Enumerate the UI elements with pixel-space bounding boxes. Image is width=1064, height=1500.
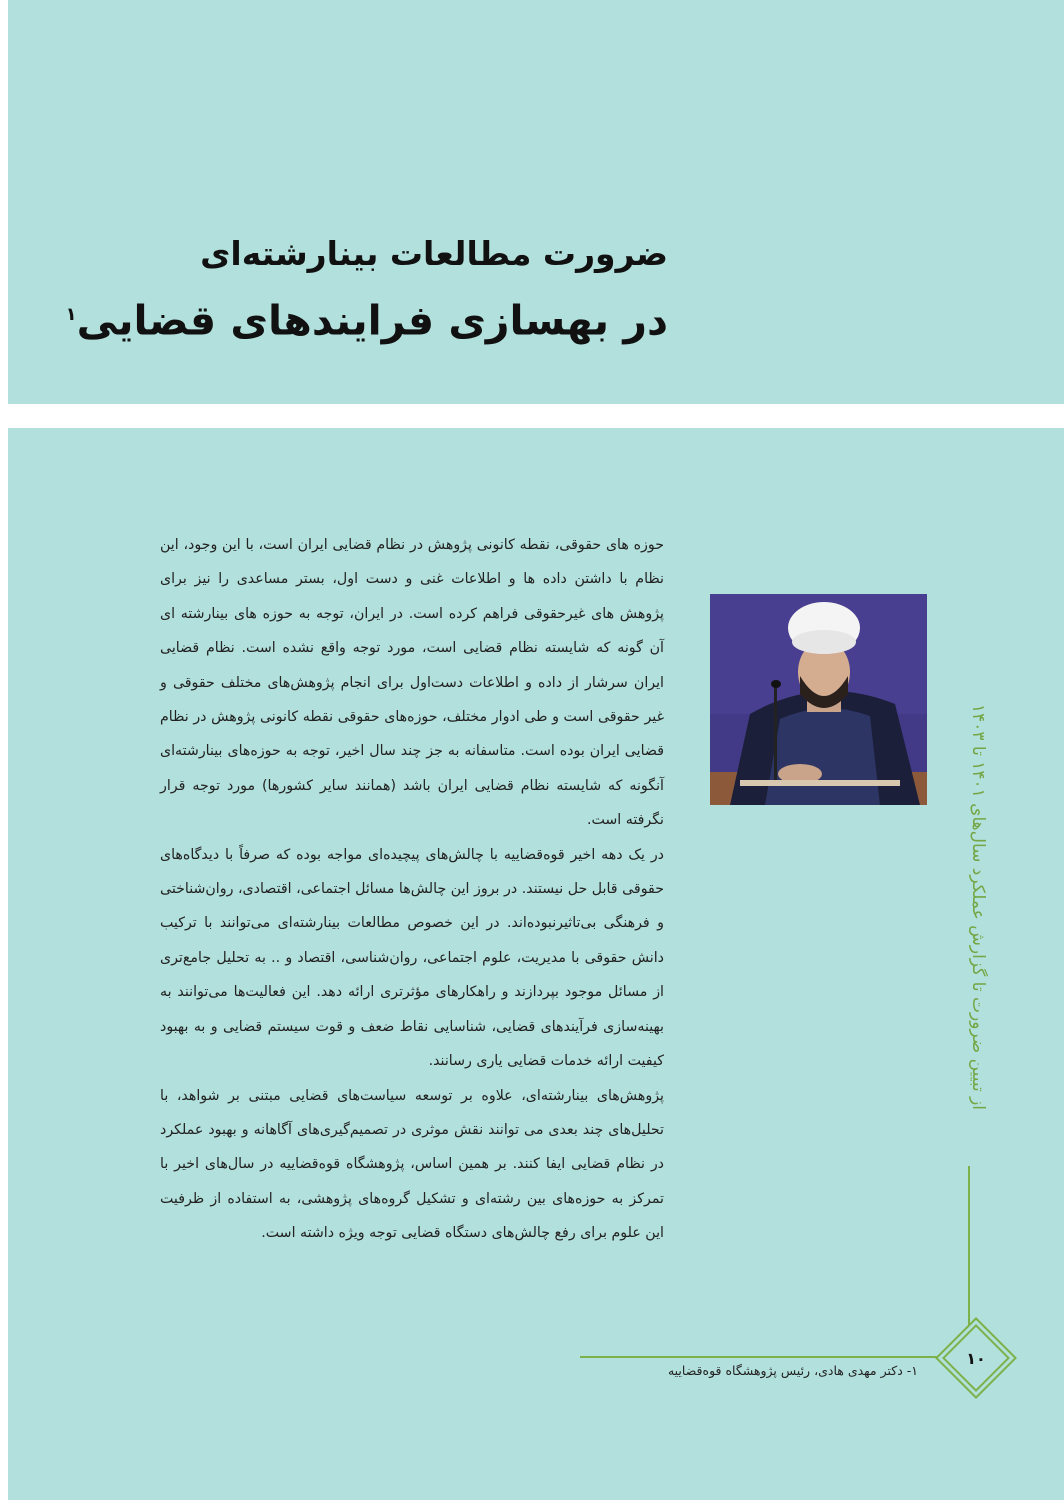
white-band xyxy=(8,404,1064,428)
side-running-title-text: از تبیین ضرورت تا گزارش عملکرد سال‌های ۱۴۰۱ تا ۱۴۰۳ xyxy=(968,703,989,1111)
title-footnote-marker: ۱ xyxy=(65,304,77,325)
side-running-title xyxy=(938,672,1018,1142)
author-photo xyxy=(710,594,927,805)
title-line-2 xyxy=(65,286,668,350)
side-divider-line xyxy=(968,1166,970,1326)
title-line-2-text: در بهسازی فرایندهای قضایی xyxy=(76,296,668,345)
footnote: ۱- دکتر مهدی هادی، رئیس پژوهشگاه قوه‌قضاییه xyxy=(667,1363,918,1378)
footnote-divider-line xyxy=(580,1356,946,1358)
paragraph-1: حوزه های حقوقی، نقطه کانونی پژوهش در نظام قضایی ایران است، با این وجود، این نظام با داشتن داده ها و اطلاعات غنی و دست اول، بستر مساعدی را نیز برای پژوهش های غیرحقوقی فراهم کرده است. در ایران، توجه به حوزه های بینارشته ای آن گونه که شایسته نظام قضایی است، مورد توجه واقع نشده است. نظام قضایی ایران سرشار از داده و اطلاعات دست‌اول برای انجام پژوهش‌های مختلف حقوقی و غیر حقوقی است و طی ادوار مختلف، حوزه‌های حقوقی نقطه کانونی پژوهش در نظام قضایی ایران بوده است. متاسفانه به جز چند سال اخیر، توجه به حوزه‌های بینارشته‌ای آنگونه که شایسته نظام قضایی ایران باشد (همانند سایر کشورها) مورد توجه قرار نگرفته است. xyxy=(160,537,664,829)
title-line-1: ضرورت مطالعات بینارشته‌ای xyxy=(200,234,668,273)
author-portrait-illustration xyxy=(710,594,927,805)
paragraph-3: پژوهش‌های بینارشته‌ای، علاوه بر توسعه سیاست‌های قضایی مبتنی بر شواهد، با تحلیل‌های چند بعدی می توانند نقش موثری در تصمیم‌گیری‌های آگاهانه و بهبود عملکرد در نظام قضایی ایفا کنند. بر همین اساس، پژوهشگاه قوه‌قضاییه در سال‌های اخیر با تمرکز به حوزه‌های بین رشته‌ای و تشکیل گروه‌های پژوهشی، به استفاده از ظرفیت این علوم برای رفع چالش‌های دستگاه قضایی توجه ویژه داشته است. xyxy=(160,1087,664,1242)
body-text xyxy=(160,528,664,1251)
article-title xyxy=(65,222,668,350)
page-number: ۱۰ xyxy=(966,1348,986,1368)
paragraph-2: در یک دهه اخیر قوه‌قضاییه با چالش‌های پیچیده‌ای مواجه بوده که صرفاً با دیدگاه‌های حقوقی قابل حل نیستند. در بروز این چالش‌ها مسائل اجتماعی، اقتصادی، روان‌شناختی و فرهنگی بی‌تاثیرنبوده‌اند. در این خصوص مطالعات بینارشته‌ای می‌توانند با ترکیب دانش حقوقی با مدیریت، علوم اجتماعی، روان‌شناسی، اقتصاد و .. به تحلیل جامع‌تری از مسائل موجود بپردازند و راهکارهای مؤثرتری ارائه دهد. این فعالیت‌ها می‌توانند به بهینه‌سازی فرآیندهای قضایی، شناسایی نقاط ضعف و قوت سیستم قضایی و به بهبود کیفیت ارائه خدمات قضایی یاری رسانند. xyxy=(160,846,664,1070)
